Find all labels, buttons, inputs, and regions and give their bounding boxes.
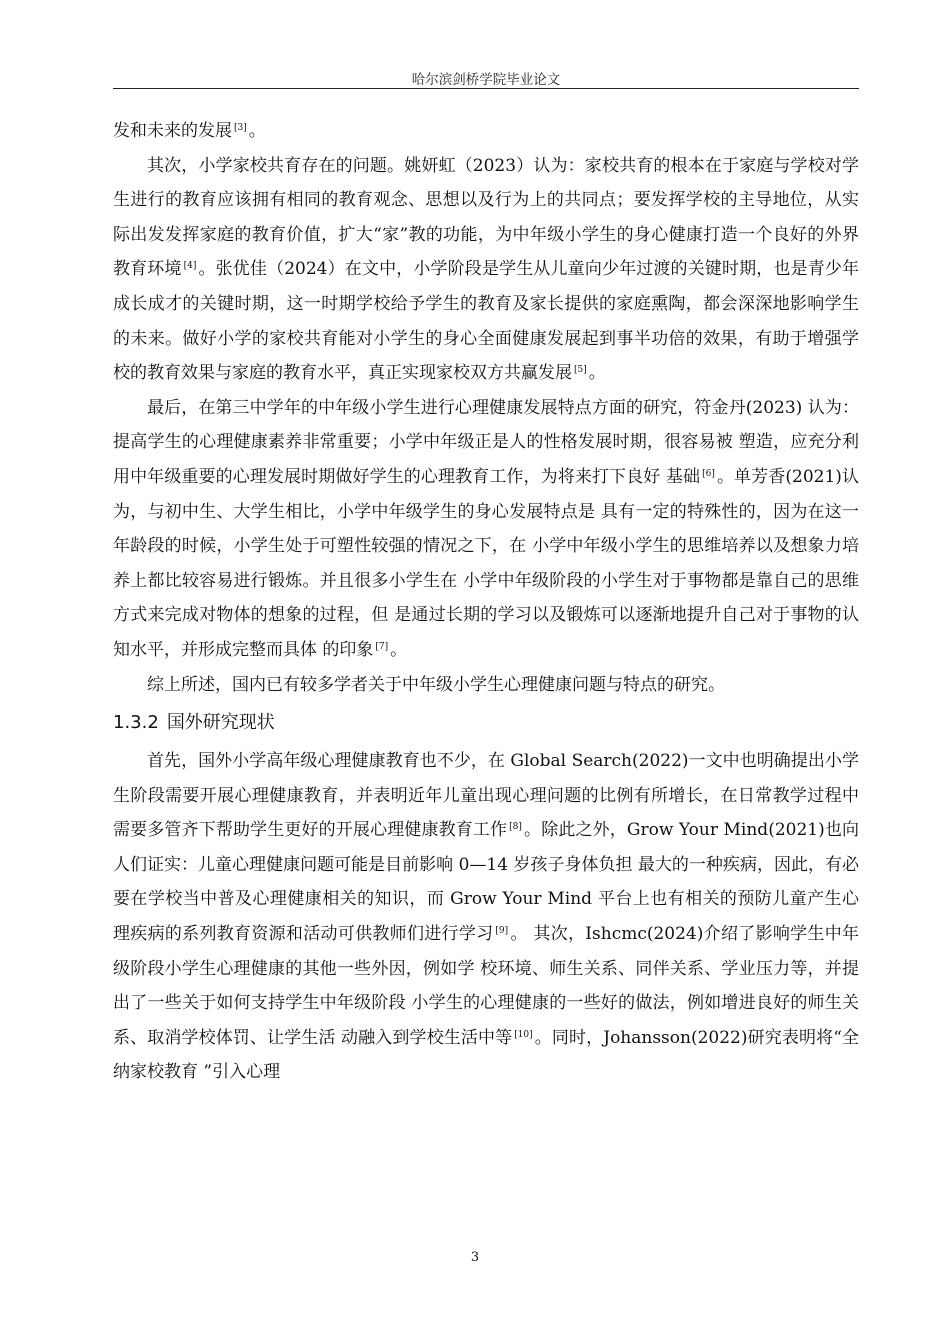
- paragraph-text: 其次，小学家校共育存在的问题。姚妍虹（2023）认为：家校共育的根本在于家庭与学校对学生进行的教育应该拥有相同的教育观念、思想以及行为上的共同点；要发挥学校的主导地位，从实际出发发挥家庭的教育价值，扩大“家”教的功能，为中年级小学生的身心健康打造一个良好的外界教育环境: [113, 155, 859, 280]
- citation: [10]: [514, 1029, 533, 1040]
- paragraph-text: 。: [248, 121, 266, 141]
- header-divider: [113, 88, 859, 89]
- paragraph-home-school: [113, 149, 859, 391]
- section-number: 1.3.2: [113, 712, 159, 734]
- paragraph-text: 。: [588, 363, 606, 384]
- paragraph-text: 。: [390, 639, 408, 660]
- paragraph-text: 。同时，Johansson(2022)研究表明将“全纳家校教育 ”引入心理: [113, 1027, 859, 1083]
- paragraph-text: 最后，在第三中学年的中年级小学生进行心理健康发展特点方面的研究，符金丹(2023) 认为：提高学生的心理健康素养非常重要；小学中年级正是人的性格发展时期，很容易被 塑造，应充分利用中年级重要的心理发展时期做好学生的心理教育工作，为将来打下良好 基础: [113, 397, 859, 487]
- citation: [3]: [234, 123, 247, 133]
- paragraph-text: 。 其次，Ishcmc(2024)介绍了影响学生中年级阶段小学生心理健康的其他一些外因，例如学 校环境、师生关系、同伴关系、学业压力等，并提出了一些关于如何支持学生中年级阶段 小学生的心理健康的一些好的做法，例如增进良好的师生关系、取消学校体罚、让学生活 动融入到学校生活中等: [113, 924, 860, 1048]
- paragraph-text: 。单芳香(2021)认为，与初中生、大学生相比，小学中年级学生的身心发展特点是 具有一定的特殊性的，因为在这一年龄段的时候，小学生处于可塑性较强的情况之下，在 小学中年级小学生的思维培养以及想象力培养上都比较容易进行锻炼。并且很多小学生在 小学中年级阶段的小学生对于事物都是靠自己的思维方式来完成对物体的想象的过程，但 是通过长期的学习以及锻炼可以逐渐地提升自己对于事物的认知水平，并形成完整而具体 的印象: [113, 466, 860, 660]
- citation: [4]: [183, 261, 197, 272]
- section-heading: [113, 708, 859, 738]
- citation: [8]: [509, 822, 522, 833]
- paragraph-foreign-research: [113, 744, 859, 1090]
- page-number: 3: [470, 1250, 480, 1265]
- paragraph-text: 。除此之外，Grow Your Mind(2021)也向人们证实：儿童心理健康问题可能是目前影响 0—14 岁孩子身体负担 最大的一种疾病，因此，有必要在学校当中普及心理健康相关的知识，而 Grow Your Mind 平台上也有相关的预防儿童产生心理疾病的系列教育资源和活动可供教师们进行学习: [113, 820, 859, 945]
- paragraph-text: 发和未来的发展: [113, 121, 232, 141]
- citation: [6]: [702, 468, 715, 479]
- paragraph-development-traits: [113, 391, 859, 668]
- paragraph-continuation: [113, 114, 859, 149]
- citation: [5]: [574, 365, 587, 376]
- body-text: [113, 114, 859, 1090]
- paragraph-summary: 综上所述，国内已有较多学者关于中年级小学生心理健康问题与特点的研究。: [147, 674, 725, 695]
- section-title: 国外研究现状: [166, 712, 275, 734]
- paragraph-text: 。张优佳（2024）在文中，小学阶段是学生从儿童向少年过渡的关键时期，也是青少年成长成才的关键时期，这一时期学校给予学生的教育及家长提供的家庭熏陶，都会深深地影响学生的未来。做好小学的家校共育能对小学生的身心全面健康发展起到事半功倍的效果，有助于增强学校的教育效果与家庭的教育水平，真正实现家校双方共赢发展: [113, 259, 860, 384]
- running-header: 哈尔滨剑桥学院毕业论文: [411, 72, 561, 88]
- citation: [7]: [375, 641, 389, 652]
- paragraph-text: 首先，国外小学高年级心理健康教育也不少，在 Global Search(2022)一文中也明确提出小学生阶段需要开展心理健康教育，并表明近年儿童出现心理问题的比例有所增长，在日常教学过程中需要多管齐下帮助学生更好的开展心理健康教育工作: [113, 751, 859, 841]
- citation: [9]: [495, 926, 509, 937]
